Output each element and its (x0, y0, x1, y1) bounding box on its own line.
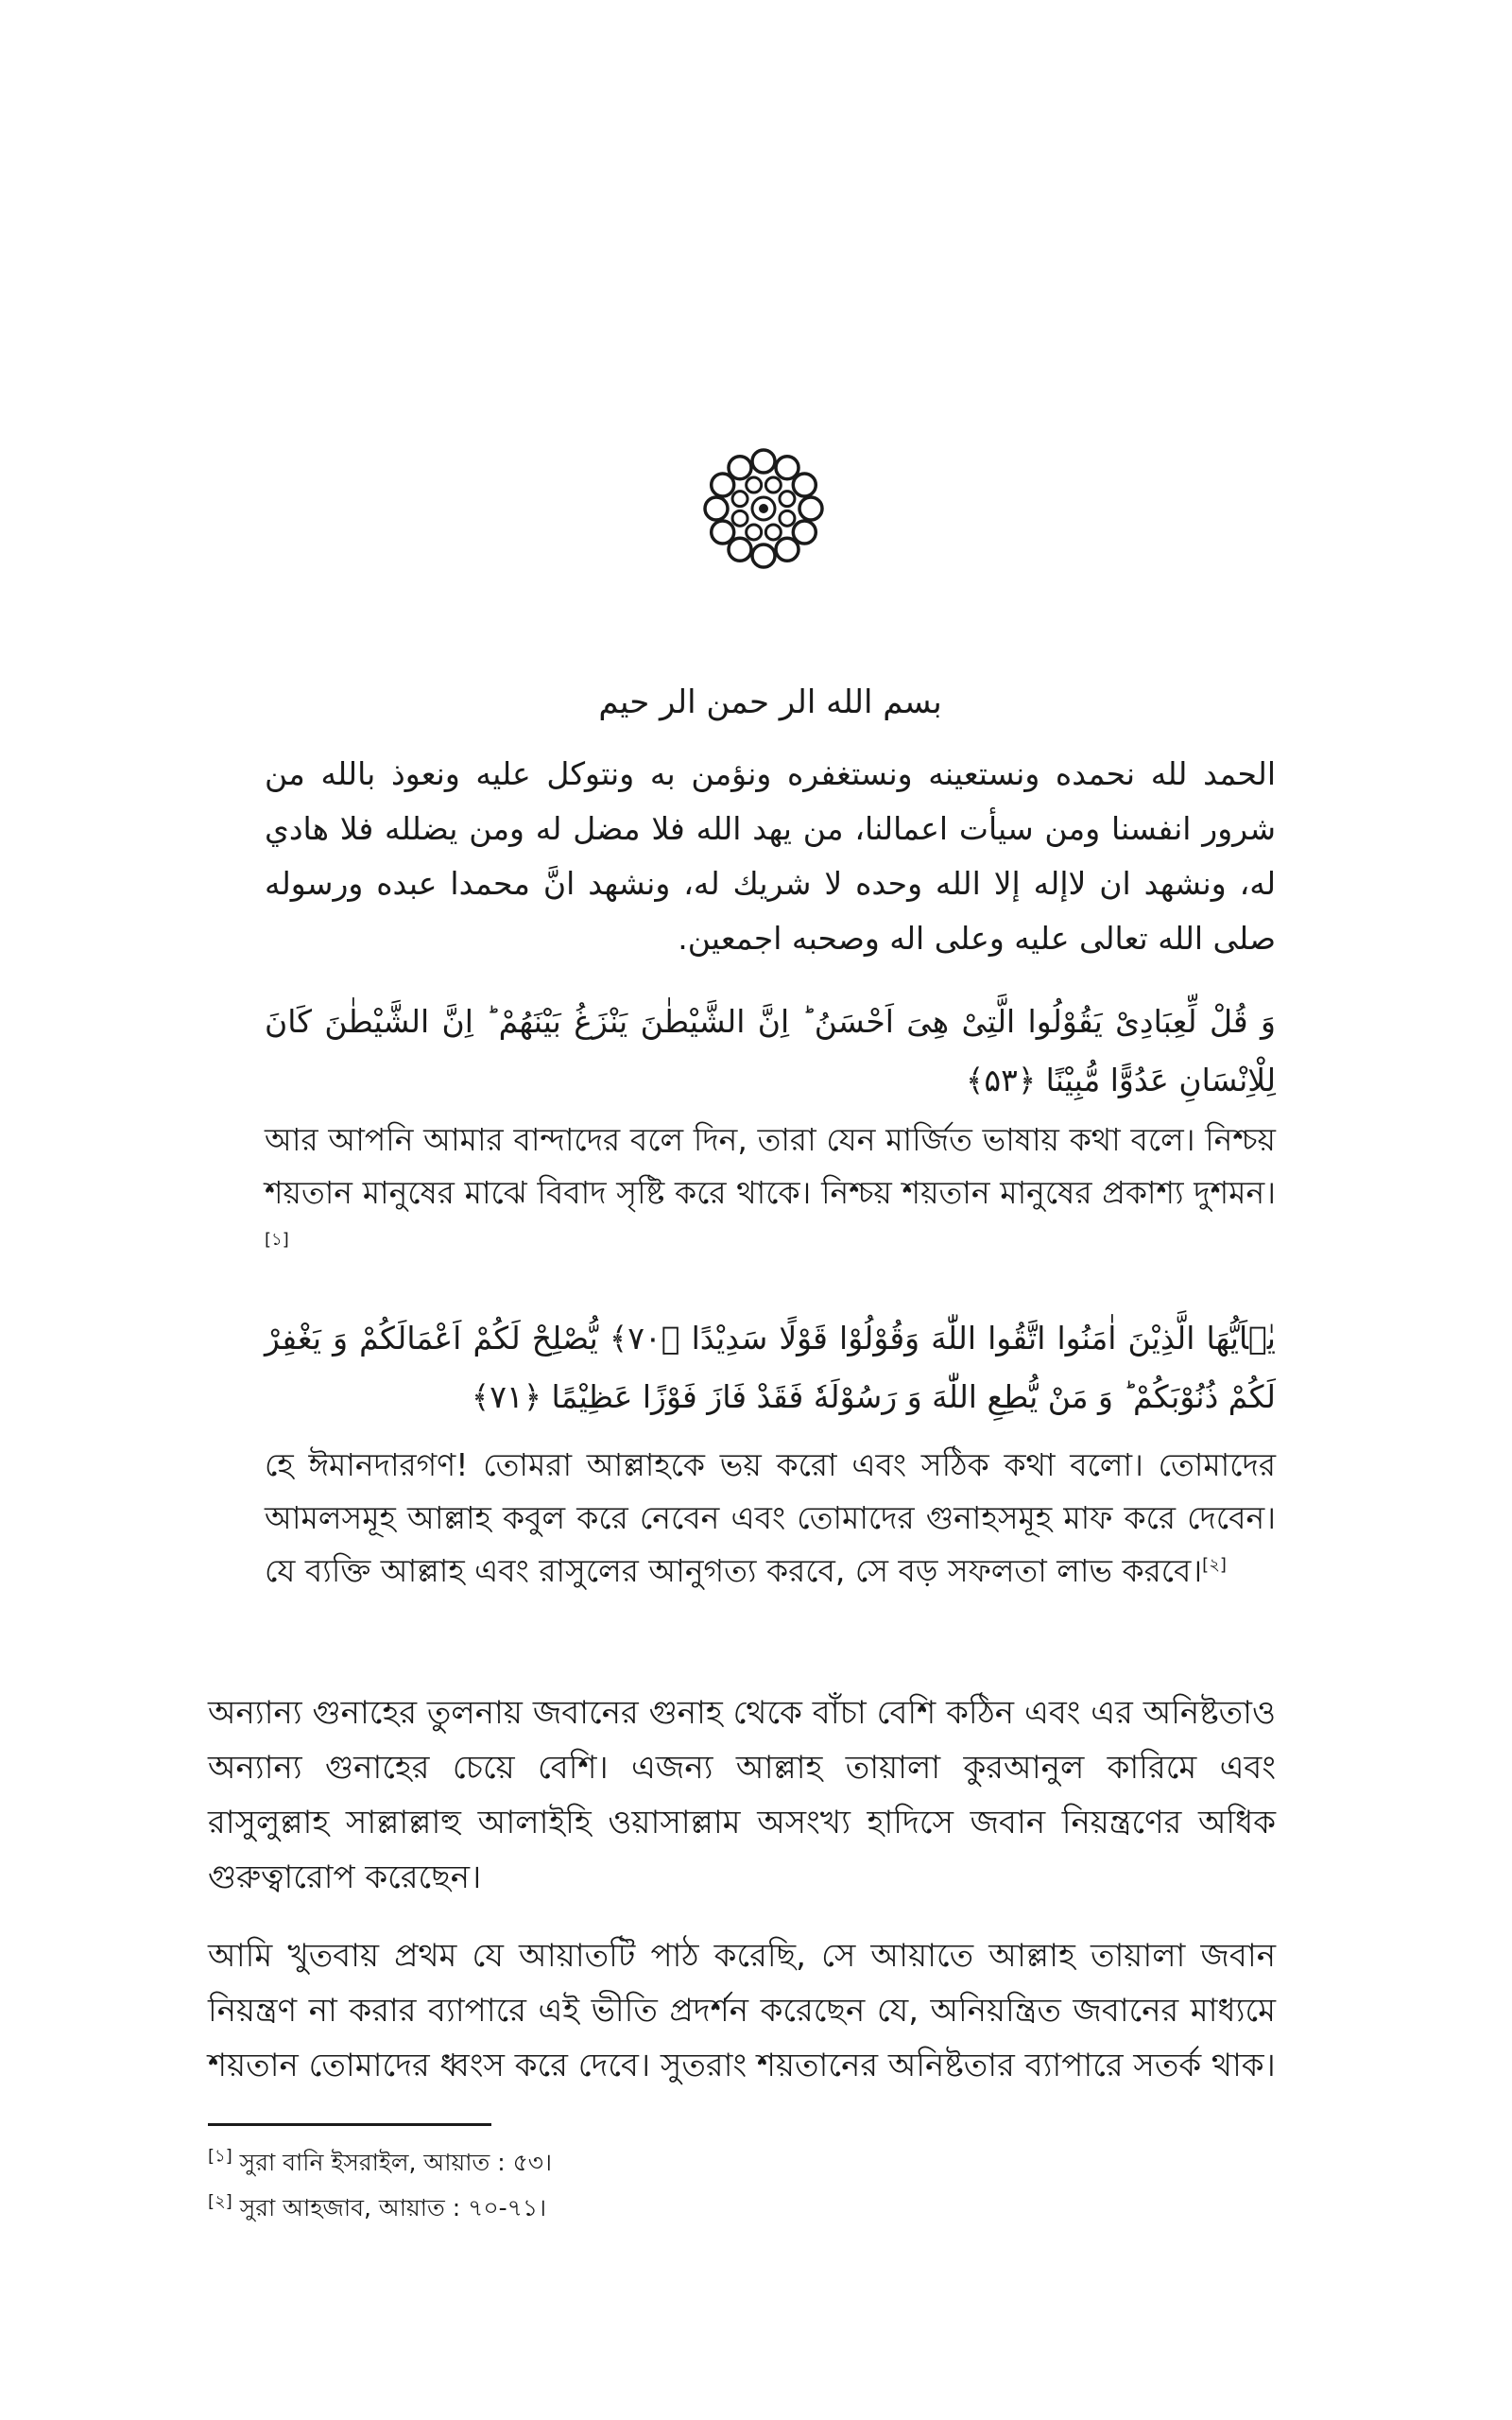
ornament-inner-petal (747, 525, 762, 540)
footnote-ref-2[interactable]: [২] (1202, 1555, 1227, 1575)
translation-text: হে ঈমানদারগণ! তোমরা আল্লাহকে ভয় করো এবং সঠিক কথা বলো। তোমাদের আমলসমূহ আল্লাহ কবুল করে নেবেন এবং তোমাদের গুনাহসমূহ মাফ করে দেবেন। যে ব্যক্তি আল্লাহ এবং রাসুলের আনুগত্য করবে, সে বড় সফলতা লাভ করবে। (265, 1446, 1276, 1589)
ornament-petal (705, 497, 728, 520)
ornament-petal (799, 497, 822, 520)
footnote-text: সুরা বানি ইসরাইল, আয়াত : ৫৩। (232, 2149, 553, 2176)
ornament-petal (776, 457, 799, 479)
verse-1-translation (265, 1114, 1276, 1272)
footnote-mark: [২] (208, 2191, 232, 2212)
footnote-mark: [১] (208, 2146, 232, 2167)
ornament-petal (752, 450, 775, 473)
translation-text: আর আপনি আমার বান্দাদের বলে দিন, তারা যেন মার্জিত ভাষায় কথা বলে। নিশ্চয় শয়তান মানুষের মাঝে বিবাদ সৃষ্টি করে থাকে। নিশ্চয় শয়তান মানুষের প্রকাশ্য দুশমন। (265, 1121, 1276, 1211)
footnote-ref-1[interactable]: [১] (265, 1230, 289, 1250)
ornament-petal (712, 521, 734, 544)
ornament-inner-petal (765, 525, 781, 540)
hamd-sana-arabic: الحمد لله نحمده ونستعينه ونستغفره ونؤمن به ونتوكل عليه ونعوذ بالله من شرور انفسنا ومن سيأت اعمالنا، من يهد الله فلا مضل له ومن يضلله فلا هادي له، ونشهد ان لاإله إلا الله وحده لا شريك له، ونشهد انَّ محمدا عبده ورسوله صلى الله تعالى عليه وعلى اله وصحبه اجمعين. (265, 755, 1276, 957)
basmala: بسم الله الر حمن الر حيم (598, 683, 942, 721)
ornament-petal (712, 474, 734, 496)
body-paragraph-1: অন্যান্য গুনাহের তুলনায় জবানের গুনাহ থেকে বাঁচা বেশি কঠিন এবং এর অনিষ্টতাও অন্যান্য গুনাহের চেয়ে বেশি। এজন্য আল্লাহ তায়ালা কুরআনুল কারিমে এবং রাসুলুল্লাহ সাল্লাল্লাহু আলাইহি ওয়াসাল্লাম অসংখ্য হাদিসে জবান নিয়ন্ত্রণের অধিক গুরুত্বারোপ করেছেন। (208, 1694, 1276, 1896)
ornament-inner-petal (732, 492, 747, 507)
quran-verse-1: وَ قُلْ لِّعِبَادِیْ یَقُوْلُوا الَّتِیْ هِیَ اَحْسَنُ ؕ اِنَّ الشَّیْطٰنَ یَنْزَغُ بَیْنَهُمْ ؕ اِنَّ الشَّیْطٰنَ كَانَ لِلْاِنْسَانِ عَدُوًّا مُّبِیْنًا ﴿۵۳﴾ (265, 1003, 1276, 1098)
ornament-inner-petal (780, 492, 795, 507)
rosette-ornament-icon (699, 444, 828, 573)
ornament-petal (729, 457, 751, 479)
ornament-inner-petal (732, 510, 747, 526)
body-paragraph-2: আমি খুতবায় প্রথম যে আয়াতটি পাঠ করেছি, সে আয়াতে আল্লাহ তায়ালা জবান নিয়ন্ত্রণ না করার ব্যাপারে এই ভীতি প্রদর্শন করেছেন যে, অনিয়ন্ত্রিত জবানের মাধ্যমে শয়তান তোমাদের ধ্বংস করে দেবে। সুতরাং শয়তানের অনিষ্টতার ব্যাপারে সতর্ক থাক। (208, 1937, 1276, 2084)
quran-verse-2: یٰۤاَیُّهَا الَّذِیْنَ اٰمَنُوا اتَّقُوا اللّٰهَ وَقُوْلُوْا قَوْلًا سَدِیْدًا ﴿۷۰﴾ یُّصْلِحْ لَكُمْ اَعْمَالَكُمْ وَ یَغْفِرْ لَكُمْ ذُنُوْبَكُمْ ؕ وَ مَنْ یُّطِعِ اللّٰهَ وَ رَسُوْلَهٗ فَقَدْ فَازَ فَوْزًا عَظِیْمًا ﴿۷۱﴾ (265, 1320, 1276, 1415)
ornament-inner-petal (780, 510, 795, 526)
ornament-petal (793, 521, 816, 544)
ornament-petal (793, 474, 816, 496)
footnote-text: সুরা আহজাব, আয়াত : ৭০-৭১। (232, 2194, 547, 2221)
footnote-divider (208, 2123, 491, 2126)
ornament-inner-petal (765, 477, 781, 493)
ornament-petal (752, 544, 775, 567)
footnote-2 (208, 2191, 1276, 2225)
verse-2-translation (265, 1439, 1276, 1598)
ornament-petal (729, 538, 751, 561)
ornament-inner-petal (747, 477, 762, 493)
footnote-1 (208, 2146, 1276, 2180)
ornament-petal (776, 538, 799, 561)
